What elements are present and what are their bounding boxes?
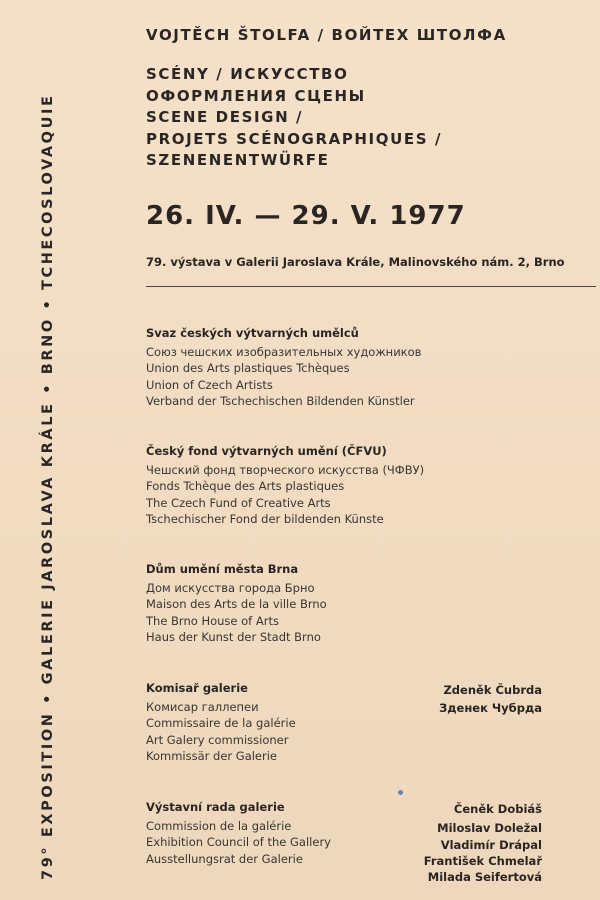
organization-heading: Český fond výtvarných umění (ČFVU) [146,444,387,458]
divider [146,286,596,287]
vertical-side-caption: 79° EXPOSITION • GALERIE JAROSLAVA KRÁLE • BRNO • TCHECOSLOVAQUIE [40,93,56,880]
commissioner-line: Комисар галлепеи [146,699,259,714]
organization-line: Union des Arts plastiques Tchèques [146,361,350,375]
person-name: Milada Seifertová [427,870,542,885]
organization-line: The Czech Fund of Creative Arts [146,495,331,510]
organization-block [146,561,327,646]
organization-block [146,443,424,528]
commissioner-names [439,682,542,717]
council-line: Exhibition Council of the Gallery [146,835,331,849]
exhibition-dates: 26. IV. — 29. V. 1977 [146,201,466,231]
ink-dot [398,790,403,795]
person-name: Miloslav Doležal [437,821,542,836]
person-name: Zdeněk Čubrda [443,683,542,697]
person-name: František Chmelař [423,853,542,868]
organization-line: Fonds Tchèque des Arts plastiques [146,479,345,493]
person-name: Vladimír Drápal [440,837,542,852]
title-line: ОФОРМЛЕНИЯ СЦЕНЫ [146,86,366,105]
commissioner-heading: Komisař galerie [146,681,248,695]
exhibition-title [146,64,442,172]
commissioner-line: Commissaire de la galérie [146,716,296,730]
venue-line: 79. výstava v Galerii Jaroslava Krále, Malinovského nám. 2, Brno [146,255,565,269]
title-line: SZENENENTWÜRFE [146,151,330,169]
organization-line: Чешский фонд творческого искусства (ЧФВУ) [146,462,425,477]
organization-line: Tschechischer Fond der bildenden Künste [146,512,384,526]
title-line: PROJETS SCÉNOGRAPHIQUES / [146,129,443,148]
title-line: SCENE DESIGN / [146,108,304,126]
council-heading: Výstavní rada galerie [146,800,285,814]
council-block [146,799,331,867]
organization-line: Дом искусства города Брно [146,580,315,595]
organization-line: Maison des Arts de la ville Brno [146,597,327,611]
organization-heading: Dům umění města Brna [146,562,299,576]
commissioner-block [146,680,296,765]
commissioner-line: Kommissär der Galerie [146,749,278,763]
organization-block [146,325,421,410]
organization-line: Haus der Kunst der Stadt Brno [146,630,321,644]
organization-line: The Brno House of Arts [146,613,279,628]
organization-line: Union of Czech Artists [146,377,273,392]
organization-line: Союз чешских изобразительных художников [146,344,422,359]
organization-line: Verband der Tschechischen Bildenden Künstler [146,394,415,408]
commissioner-line: Art Galery commissioner [146,732,289,747]
author-heading: VOJTĚCH ŠTOLFA / ВОЙТЕХ ШТОЛФА [146,26,507,44]
council-line: Commission de la galérie [146,818,292,833]
council-line: Ausstellungsrat der Galerie [146,851,303,866]
person-name: Čeněk Dobiáš [453,802,542,816]
organization-heading: Svaz českých výtvarných umělců [146,326,359,340]
title-line: SCÉNY / ИСКУССТВО [146,65,349,83]
council-names [424,801,542,885]
person-name: Зденек Чубрда [439,701,542,716]
